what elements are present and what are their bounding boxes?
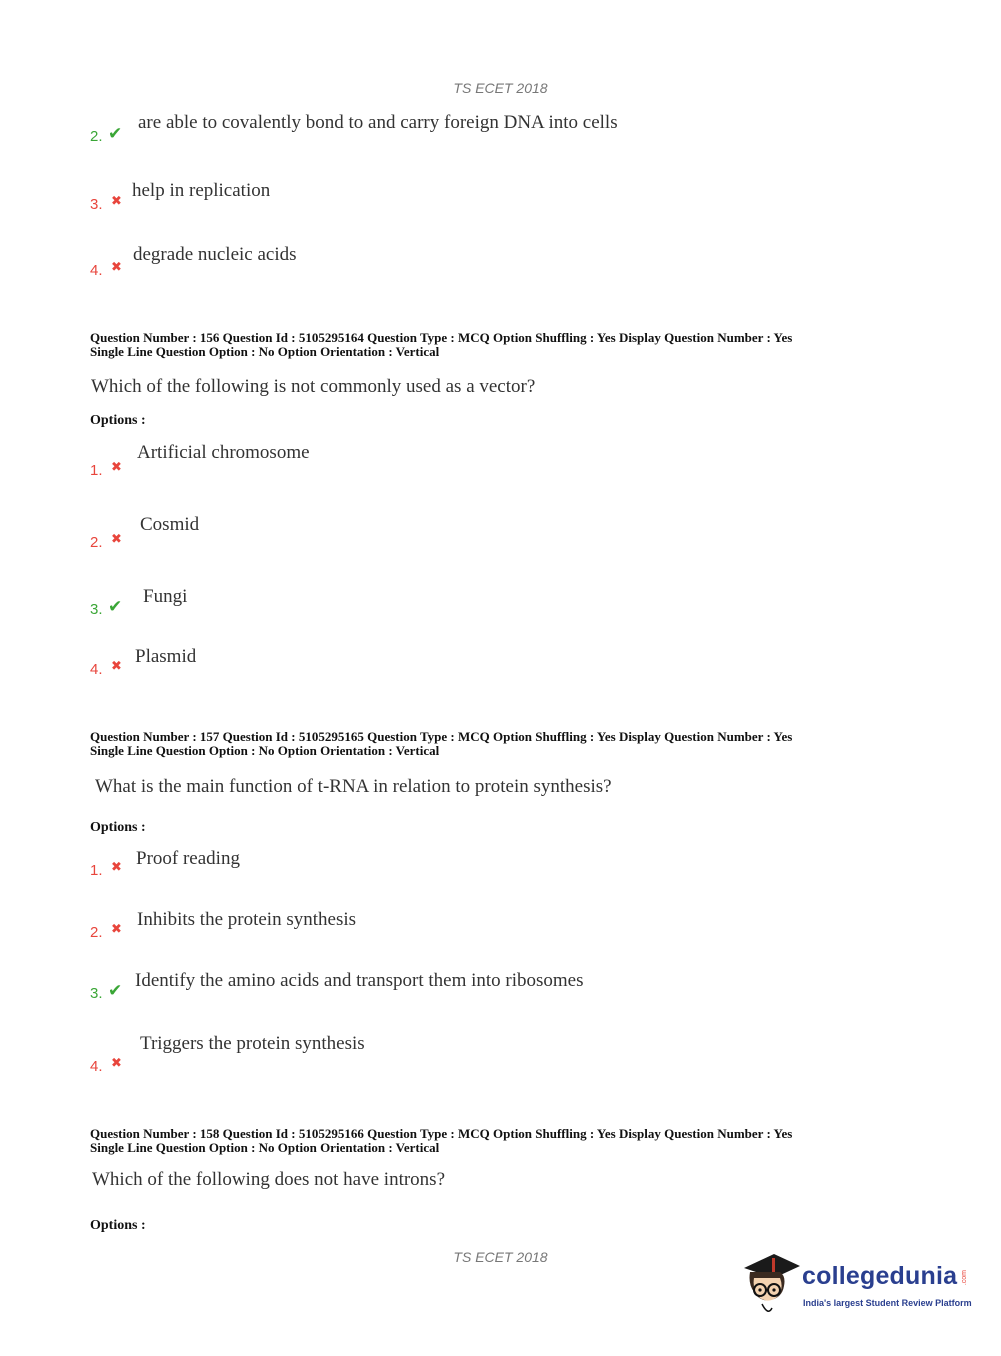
options-label: Options :	[90, 1218, 146, 1233]
option-number: 4.	[90, 661, 103, 678]
option-number: 2.	[90, 534, 103, 551]
check-icon: ✔	[108, 981, 123, 1001]
option-number: 3.	[90, 196, 103, 213]
cross-icon: ✖	[111, 922, 122, 937]
option-number: 4.	[90, 1058, 103, 1075]
cross-icon: ✖	[111, 194, 122, 209]
brand-name: collegedunia	[802, 1262, 958, 1290]
cross-icon: ✖	[111, 1056, 122, 1071]
question-text: Which of the following does not have introns?	[92, 1169, 446, 1190]
option-text: degrade nucleic acids	[133, 244, 297, 265]
question-text: What is the main function of t-RNA in relation to protein synthesis?	[95, 776, 612, 797]
option-text: Triggers the protein synthesis	[140, 1033, 365, 1054]
cross-icon: ✖	[111, 260, 122, 275]
option-text: Artificial chromosome	[137, 442, 310, 463]
question-text: Which of the following is not commonly used as a vector?	[91, 376, 536, 397]
collegedunia-logo	[740, 1248, 970, 1318]
option-text: Cosmid	[140, 514, 200, 535]
check-icon: ✔	[108, 597, 123, 617]
mascot-icon	[740, 1248, 802, 1318]
check-icon: ✔	[108, 124, 123, 144]
option-number: 1.	[90, 462, 103, 479]
brand-suffix: .com	[961, 1270, 968, 1286]
option-text: Fungi	[143, 586, 188, 607]
brand-tagline: India's largest Student Review Platform	[803, 1298, 972, 1308]
question-meta: Question Number : 158 Question Id : 5105295166 Question Type : MCQ Option Shuffling : Yes Display Question Number : Yes Single Line Question Option : No Option Orientation : Vertical	[90, 1126, 793, 1155]
option-text: Inhibits the protein synthesis	[137, 909, 357, 930]
option-number: 2.	[90, 128, 103, 145]
option-number: 2.	[90, 924, 103, 941]
option-text: are able to covalently bond to and carry foreign DNA into cells	[138, 112, 618, 133]
page-header: TS ECET 2018	[453, 80, 548, 96]
option-number: 1.	[90, 862, 103, 879]
option-number: 4.	[90, 262, 103, 279]
cross-icon: ✖	[111, 860, 122, 875]
question-meta: Question Number : 157 Question Id : 5105295165 Question Type : MCQ Option Shuffling : Yes Display Question Number : Yes Single Line Question Option : No Option Orientation : Vertical	[90, 729, 793, 758]
question-meta: Question Number : 156 Question Id : 5105295164 Question Type : MCQ Option Shuffling : Yes Display Question Number : Yes Single Line Question Option : No Option Orientation : Vertical	[90, 330, 793, 359]
option-text: Proof reading	[136, 848, 240, 869]
option-text: Plasmid	[135, 646, 197, 667]
cross-icon: ✖	[111, 532, 122, 547]
option-number: 3.	[90, 985, 103, 1002]
page-footer: TS ECET 2018	[453, 1249, 548, 1265]
cross-icon: ✖	[111, 659, 122, 674]
option-number: 3.	[90, 601, 103, 618]
options-label: Options :	[90, 820, 146, 835]
cross-icon: ✖	[111, 460, 122, 475]
options-label: Options :	[90, 413, 146, 428]
option-text: Identify the amino acids and transport them into ribosomes	[135, 970, 584, 991]
option-text: help in replication	[132, 180, 271, 201]
